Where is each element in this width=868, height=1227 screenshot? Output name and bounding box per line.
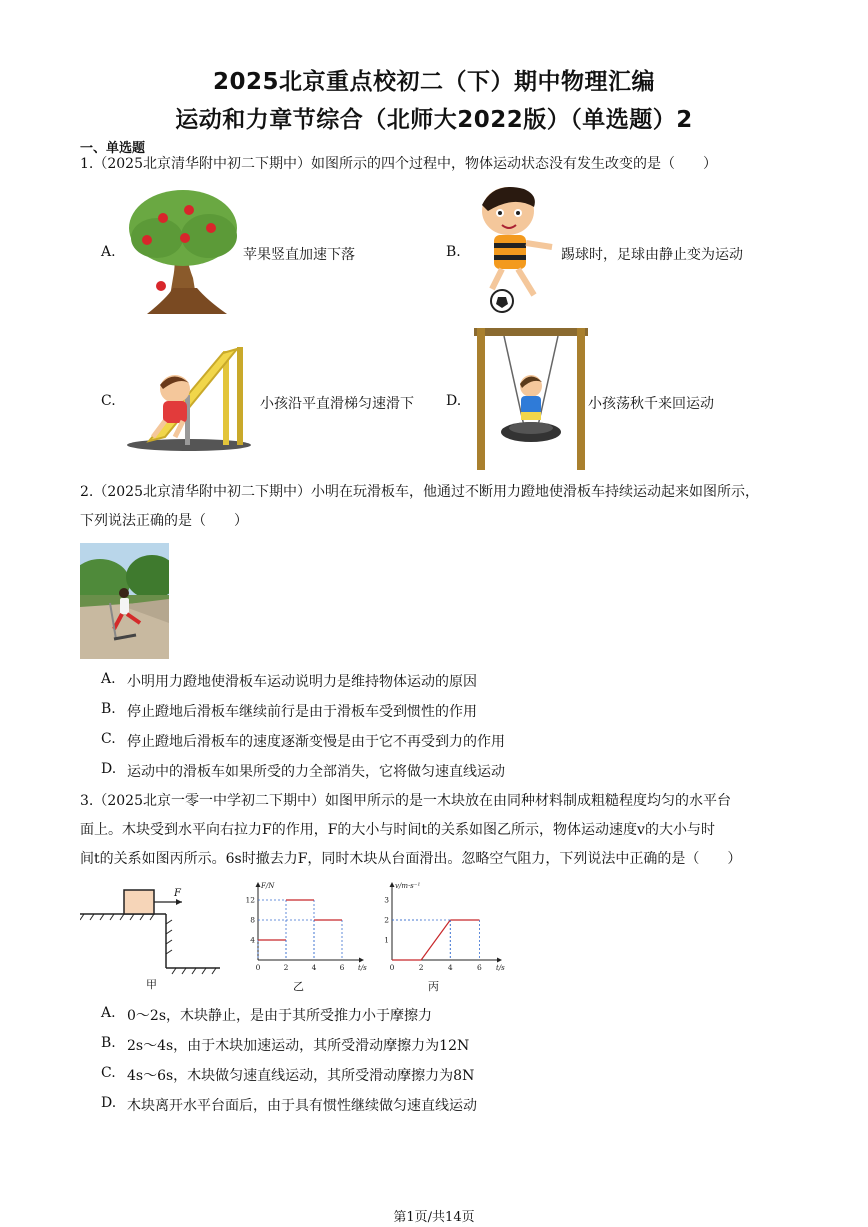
chart-yi-x-tick: 6 <box>339 963 345 972</box>
chart-yi-x-tick: 2 <box>283 963 289 972</box>
q2-option-a-letter: A. <box>101 671 116 687</box>
chart-bing-x-tick: 0 <box>389 963 395 972</box>
page-footer: 第1页/共14页 <box>393 1210 475 1225</box>
q1-option-c-letter: C. <box>101 393 116 409</box>
q2-stem-line2: 下列说法正确的是（ ） <box>80 513 248 529</box>
q1-option-d-text: 小孩荡秋千来回运动 <box>588 396 714 412</box>
q3-option-b-text: 2s～4s，由于木块加速运动，其所受滑动摩擦力为12N <box>127 1038 470 1054</box>
q2-option-c-letter: C. <box>101 731 116 747</box>
q2-option-d-text: 运动中的滑板车如果所受的力全部消失，它将做匀速直线运动 <box>127 764 505 780</box>
boy-on-slide-image <box>125 345 253 451</box>
scooter-photo <box>80 543 169 659</box>
q2-option-a-text: 小明用力蹬地使滑板车运动说明力是维持物体运动的原因 <box>127 674 477 690</box>
chart-yi-x-arrow <box>359 958 364 963</box>
q2-stem-line1: 2.（2025北京清华附中初二下期中）小明在玩滑板车，他通过不断用力蹬地使滑板车持续运动起来如图所示， <box>80 484 759 500</box>
chart-yi-y-tick: 8 <box>250 915 255 925</box>
q3-option-c-text: 4s～6s，木块做匀速直线运动，其所受滑动摩擦力为8N <box>127 1068 475 1084</box>
page-title: 2025北京重点校初二（下）期中物理汇编 <box>212 69 655 95</box>
figure-jia-block-on-table <box>80 880 220 990</box>
chart-bing-caption: 丙 <box>428 980 439 993</box>
q1-stem: 1.（2025北京清华附中初二下期中）如图所示的四个过程中，物体运动状态没有发生改变的是（ ） <box>80 156 717 172</box>
q3-stem-line3: 间t的关系如图丙所示。6s时撤去力F，同时木块从台面滑出。忽略空气阻力，下列说法中正确的是（ ） <box>80 851 742 867</box>
chart-bing-x-arrow <box>497 958 502 963</box>
force-label: F <box>174 888 181 899</box>
q1-option-d-letter: D. <box>446 393 462 409</box>
q1-option-a-text: 苹果竖直加速下落 <box>243 247 355 263</box>
chart-bing-y-tick: 2 <box>384 915 389 925</box>
page-subtitle: 运动和力章节综合（北师大2022版）（单选题）2 <box>175 107 693 133</box>
chart-yi-x-tick: 0 <box>255 963 261 972</box>
q2-option-b-text: 停止蹬地后滑板车继续前行是由于滑板车受到惯性的作用 <box>127 704 477 720</box>
chart-yi-y-tick: 12 <box>245 895 255 905</box>
chart-bing-y-tick: 1 <box>384 935 389 945</box>
q3-stem-line2: 面上。木块受到水平向右拉力F的作用，F的大小与时间t的关系如图乙所示，物体运动速度v的大小与时 <box>80 822 715 838</box>
q3-option-c-letter: C. <box>101 1065 116 1081</box>
q3-stem-line1: 3.（2025北京一零一中学初二下期中）如图甲所示的是一木块放在由同种材料制成粗糙程度均匀的水平台 <box>80 793 731 809</box>
q3-option-a-text: 0～2s，木块静止，是由于其所受推力小于摩擦力 <box>127 1008 432 1024</box>
q2-option-b-letter: B. <box>101 701 116 717</box>
chart-bing-y-arrow <box>390 882 395 887</box>
q1-option-b-letter: B. <box>446 244 461 260</box>
q3-option-d-text: 木块离开水平台面后，由于具有惯性继续做匀速直线运动 <box>127 1098 477 1114</box>
chart-bing-x-tick: 2 <box>418 963 424 972</box>
q1-option-c-text: 小孩沿平直滑梯匀速滑下 <box>260 396 414 412</box>
q3-option-d-letter: D. <box>101 1095 117 1111</box>
chart-bing-segment-2 <box>421 920 450 960</box>
chart-bing-x-tick: 4 <box>447 963 453 972</box>
chart-yi-x-tick: 4 <box>311 963 317 972</box>
boy-kicking-ball-image <box>474 185 556 313</box>
boy-on-swing-image <box>474 328 588 470</box>
chart-yi-y-arrow <box>256 882 261 887</box>
q3-option-b-letter: B. <box>101 1035 116 1051</box>
chart-bing-y-tick: 3 <box>384 895 389 905</box>
section-heading: 一、单选题 <box>80 141 146 156</box>
chart-yi-caption: 乙 <box>293 980 304 993</box>
chart-yi-force-time <box>240 878 370 978</box>
apple-tree-image <box>127 188 239 314</box>
chart-bing-xlabel: t/s <box>496 964 505 972</box>
q1-option-a-letter: A. <box>101 244 116 260</box>
q1-option-b-text: 踢球时，足球由静止变为运动 <box>561 247 743 263</box>
chart-bing-velocity-time <box>374 878 508 978</box>
chart-bing-x-tick: 6 <box>477 963 482 972</box>
figure-jia-label: 甲 <box>146 978 157 991</box>
q2-option-c-text: 停止蹬地后滑板车的速度逐渐变慢是由于它不再受到力的作用 <box>127 734 505 750</box>
q3-option-a-letter: A. <box>101 1005 116 1021</box>
chart-yi-ylabel: F/N <box>261 882 275 890</box>
q2-option-d-letter: D. <box>101 761 117 777</box>
chart-bing-ylabel: v/m·s⁻¹ <box>395 882 421 890</box>
chart-yi-xlabel: t/s <box>358 964 367 972</box>
chart-yi-y-tick: 4 <box>250 935 255 945</box>
